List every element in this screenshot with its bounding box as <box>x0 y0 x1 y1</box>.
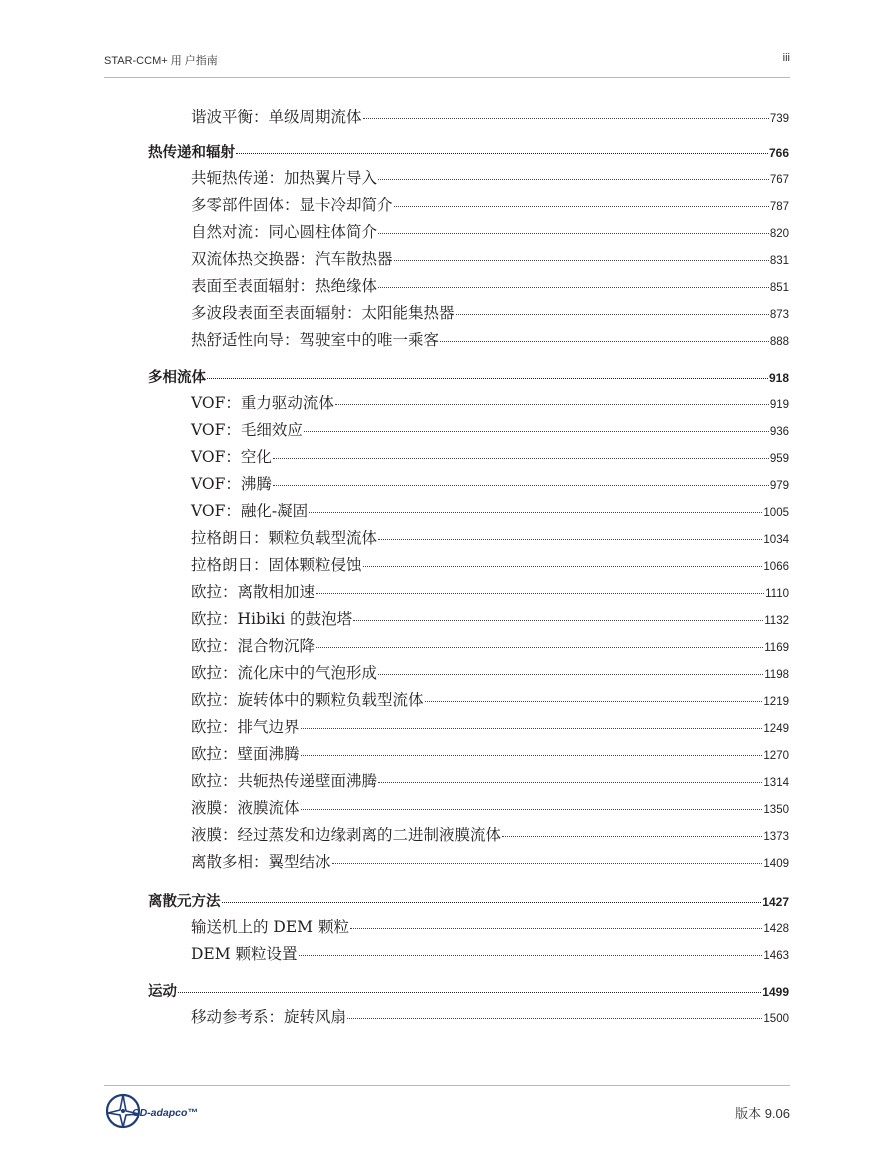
toc-section-entry[interactable] <box>148 890 789 912</box>
toc-entry-page: 1350 <box>763 804 789 816</box>
toc-entry-title: 欧拉：混合物沉降 <box>191 637 316 655</box>
toc-section-entry[interactable] <box>148 141 789 163</box>
toc-entry-title: 移动参考系：旋转风扇 <box>191 1008 347 1026</box>
header-page-number: iii <box>782 52 790 64</box>
toc-entry-title: 欧拉：Hibiki 的鼓泡塔 <box>191 610 353 628</box>
toc-entry-page: 1219 <box>763 696 789 708</box>
toc-entry-title: VOF：空化 <box>191 448 272 466</box>
toc-entry-title: VOF：毛细效应 <box>191 421 303 439</box>
toc-entry[interactable] <box>191 661 789 683</box>
toc-entry-page: 1132 <box>764 615 789 627</box>
toc-entry[interactable] <box>191 769 789 791</box>
dot-leader <box>309 497 762 514</box>
toc-entry-title: 多波段表面至表面辐射：太阳能集热器 <box>191 304 455 322</box>
toc-entry-page: 1314 <box>763 777 789 789</box>
toc-entry-page: 1066 <box>763 561 789 573</box>
toc-entry-title: 共轭热传递：加热翼片导入 <box>191 169 378 187</box>
toc-entry-title: DEM 颗粒设置 <box>191 945 298 963</box>
dot-leader <box>207 364 768 380</box>
toc-entry[interactable] <box>191 742 789 764</box>
toc-entry-page: 1409 <box>763 858 789 870</box>
dot-leader <box>378 218 769 235</box>
dot-leader <box>378 272 769 289</box>
dot-leader <box>378 767 762 784</box>
toc-entry-page: 918 <box>768 371 789 385</box>
toc-entry-page: 873 <box>769 309 789 321</box>
dot-leader <box>353 605 763 622</box>
dot-leader <box>301 713 763 730</box>
toc-entry[interactable] <box>191 418 789 440</box>
toc-entry-page: 1034 <box>763 534 789 546</box>
toc-entry[interactable] <box>191 688 789 710</box>
dot-leader <box>236 139 768 155</box>
dot-leader <box>378 164 769 181</box>
toc-entry-title: 欧拉：离散相加速 <box>191 583 316 601</box>
dot-leader <box>332 848 763 865</box>
dot-leader <box>394 245 769 262</box>
toc-entry-title: VOF：融化-凝固 <box>191 502 309 520</box>
toc-entry-page: 959 <box>769 453 789 465</box>
dot-leader <box>222 888 762 904</box>
toc-entry-page: 1110 <box>765 588 789 600</box>
dot-leader <box>316 578 764 595</box>
version-label: 版本 9.06 <box>735 1106 790 1121</box>
dot-leader <box>347 1003 762 1020</box>
dot-leader <box>178 978 761 994</box>
toc-entry[interactable] <box>191 391 789 413</box>
toc-entry-title: 离散多相：翼型结冰 <box>191 853 331 871</box>
toc-entry-title: 欧拉：排气边界 <box>191 718 300 736</box>
dot-leader <box>456 299 769 316</box>
toc-entry-title: 双流体热交换器：汽车散热器 <box>191 250 393 268</box>
toc-entry-page: 1427 <box>762 895 789 909</box>
dot-leader <box>316 632 763 649</box>
toc-entry-page: 936 <box>769 426 789 438</box>
toc-entry-title: 欧拉：共轭热传递壁面沸腾 <box>191 772 378 790</box>
toc-entry[interactable] <box>191 580 789 602</box>
dot-leader <box>350 913 762 930</box>
toc-entry[interactable] <box>191 942 789 964</box>
toc-entry-page: 820 <box>769 228 789 240</box>
footer-divider <box>104 1085 790 1086</box>
toc-entry-title: 欧拉：流化床中的气泡形成 <box>191 664 378 682</box>
toc-entry-title: VOF：沸腾 <box>191 475 272 493</box>
toc-entry-title: 多相流体 <box>148 370 206 386</box>
toc-entry[interactable] <box>191 1005 789 1027</box>
toc-entry-page: 1500 <box>763 1013 789 1025</box>
toc-entry-title: 欧拉：旋转体中的颗粒负载型流体 <box>191 691 424 709</box>
toc-entry[interactable] <box>191 274 789 296</box>
header-divider <box>104 77 790 78</box>
toc-entry-page: 766 <box>768 146 789 160</box>
toc-entry-page: 739 <box>769 113 789 125</box>
toc-entry-title: 热舒适性向导：驾驶室中的唯一乘客 <box>191 331 440 349</box>
toc-entry[interactable] <box>191 499 789 521</box>
dot-leader <box>378 524 762 541</box>
toc-entry-title: 拉格朗日：颗粒负载型流体 <box>191 529 378 547</box>
toc-entry[interactable] <box>191 823 789 845</box>
toc-entry-title: 液膜：经过蒸发和边缘剥离的二进制液膜流体 <box>191 826 502 844</box>
toc-entry[interactable] <box>191 553 789 575</box>
toc-entry-page: 979 <box>769 480 789 492</box>
toc-entry-title: 热传递和辐射 <box>148 145 235 161</box>
toc-entry-page: 1169 <box>764 642 789 654</box>
toc-section-entry[interactable] <box>148 366 789 388</box>
page-header <box>104 52 790 68</box>
toc-entry-page: 767 <box>769 174 789 186</box>
toc-entry-page: 831 <box>769 255 789 267</box>
toc-entry[interactable] <box>191 193 789 215</box>
toc-entry-title: 液膜：液膜流体 <box>191 799 300 817</box>
toc-entry[interactable] <box>191 445 789 467</box>
toc-entry[interactable] <box>191 715 789 737</box>
toc-entry[interactable] <box>191 166 789 188</box>
toc-entry-page: 1428 <box>763 923 789 935</box>
toc-entry-title: 输送机上的 DEM 颗粒 <box>191 918 349 936</box>
toc-entry-page: 888 <box>769 336 789 348</box>
toc-entry-page: 1499 <box>762 985 789 999</box>
dot-leader <box>440 326 769 343</box>
dot-leader <box>301 740 763 757</box>
header-title: STAR-CCM+ 用 户指南 <box>104 55 218 67</box>
toc-entry-title: 表面至表面辐射：热绝缘体 <box>191 277 378 295</box>
toc-entry[interactable] <box>191 220 789 242</box>
toc-entry-title: 自然对流：同心圆柱体简介 <box>191 223 378 241</box>
dot-leader <box>304 416 769 433</box>
toc-entry[interactable] <box>191 915 789 937</box>
toc-entry[interactable] <box>191 328 789 350</box>
toc-entry-page: 1249 <box>763 723 789 735</box>
toc-entry-title: 拉格朗日：固体颗粒侵蚀 <box>191 556 362 574</box>
dot-leader <box>273 443 769 460</box>
dot-leader <box>299 940 763 957</box>
toc-entry[interactable] <box>191 607 789 629</box>
toc-entry-title: 运动 <box>148 984 177 1000</box>
cd-adapco-logo <box>104 1090 214 1130</box>
toc-entry-title: 欧拉：壁面沸腾 <box>191 745 300 763</box>
dot-leader <box>363 551 763 568</box>
toc-entry[interactable] <box>191 634 789 656</box>
toc-entry-page: 1270 <box>763 750 789 762</box>
dot-leader <box>394 191 769 208</box>
toc-entry-page: 1005 <box>763 507 789 519</box>
toc-section-entry[interactable] <box>148 980 789 1002</box>
toc-entry[interactable] <box>191 796 789 818</box>
toc-entry-page: 919 <box>769 399 789 411</box>
toc-entry-title: 多零部件固体：显卡冷却简介 <box>191 196 393 214</box>
toc-entry[interactable] <box>191 301 789 323</box>
toc-entry[interactable] <box>191 105 789 127</box>
dot-leader <box>425 686 763 703</box>
toc-entry-page: 851 <box>769 282 789 294</box>
dot-leader <box>301 794 763 811</box>
toc-entry-page: 1198 <box>764 669 789 681</box>
toc-entry-page: 1463 <box>763 950 789 962</box>
toc-entry[interactable] <box>191 526 789 548</box>
toc-entry[interactable] <box>191 850 789 872</box>
toc-entry-page: 787 <box>769 201 789 213</box>
toc-entry-title: 谐波平衡：单级周期流体 <box>191 108 362 126</box>
dot-leader <box>378 659 763 676</box>
dot-leader <box>335 389 769 406</box>
toc-entry-page: 1373 <box>763 831 789 843</box>
dot-leader <box>273 470 769 487</box>
dot-leader <box>502 821 762 838</box>
toc-entry[interactable] <box>191 472 789 494</box>
logo-text: CD-adapco™ <box>132 1107 198 1119</box>
toc-entry-title: VOF：重力驱动流体 <box>191 394 334 412</box>
toc-entry[interactable] <box>191 247 789 269</box>
dot-leader <box>363 103 769 120</box>
toc-entry-title: 离散元方法 <box>148 894 221 910</box>
